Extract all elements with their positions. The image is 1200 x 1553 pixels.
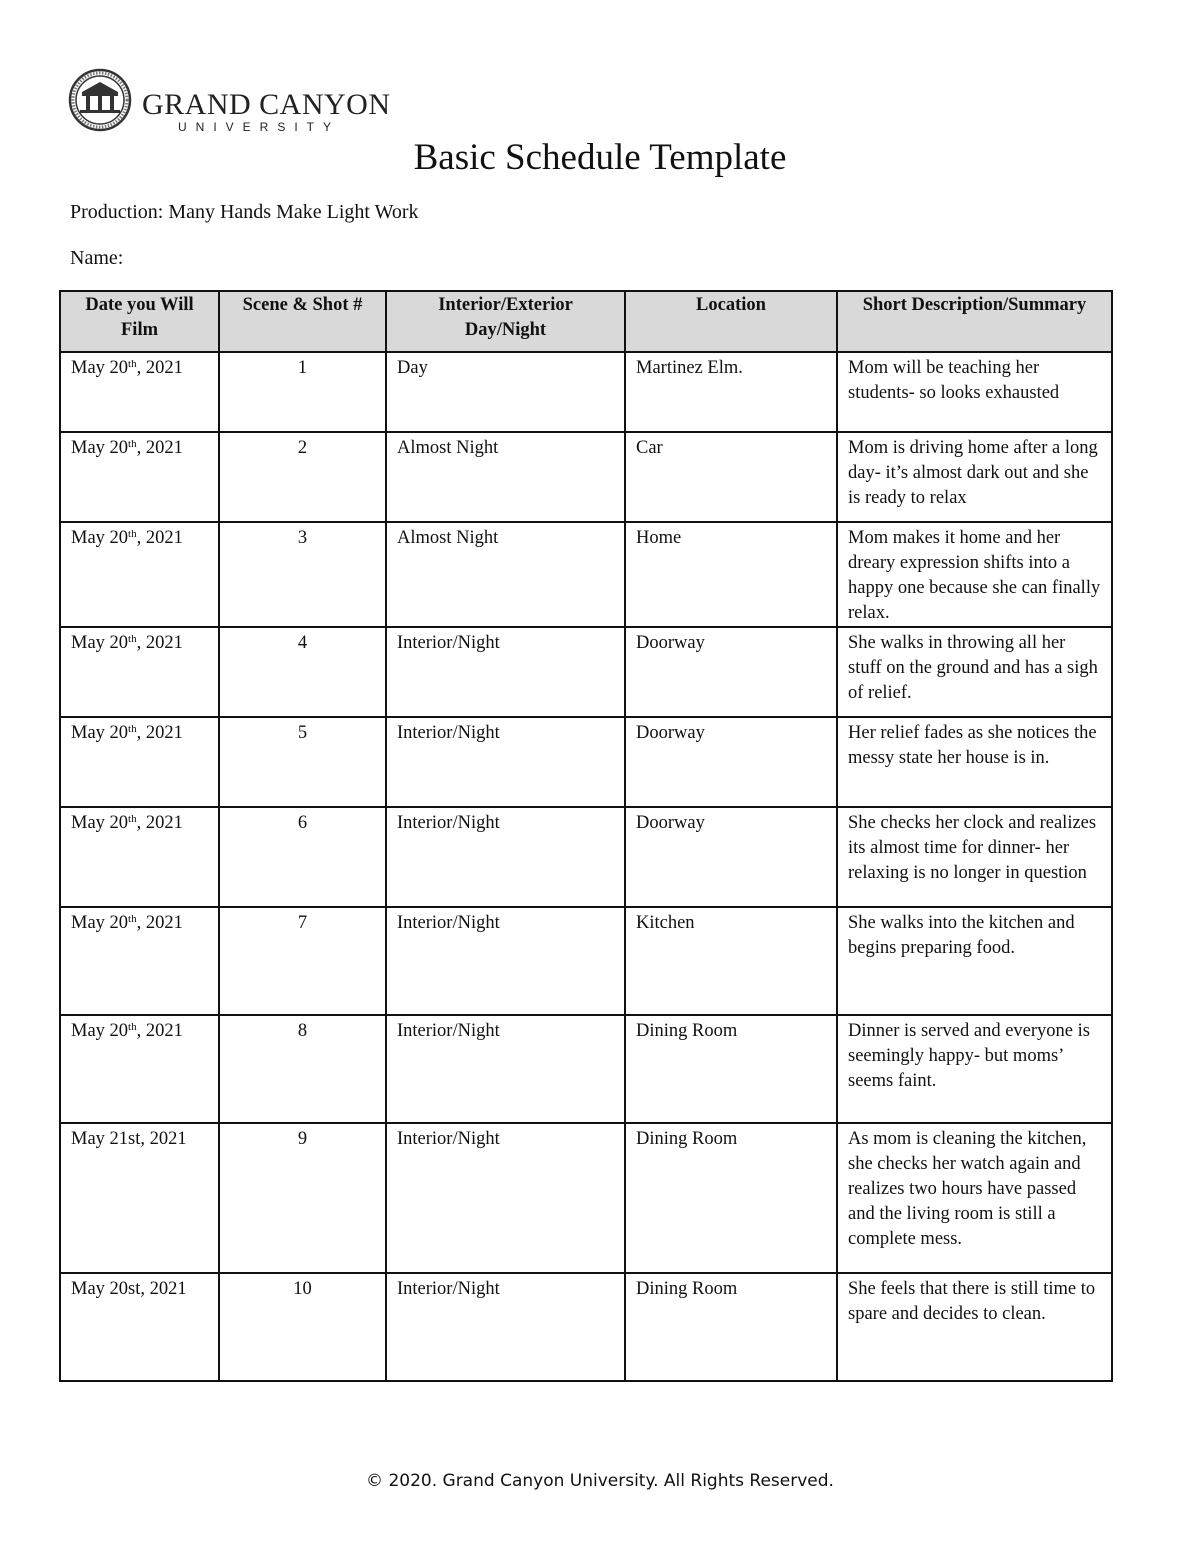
- cell-location: Doorway: [625, 717, 837, 807]
- cell-summary: Her relief fades as she notices the messy state her house is in.: [837, 717, 1112, 807]
- cell-location: Dining Room: [625, 1123, 837, 1273]
- header-scene-shot: Scene & Shot #: [219, 291, 386, 352]
- cell-summary: Mom will be teaching her students- so looks exhausted: [837, 352, 1112, 432]
- cell-shot: 10: [219, 1273, 386, 1381]
- cell-summary: She feels that there is still time to spare and decides to clean.: [837, 1273, 1112, 1381]
- cell-shot: 3: [219, 522, 386, 627]
- cell-summary: She checks her clock and realizes its almost time for dinner- her relaxing is no longer in question: [837, 807, 1112, 907]
- cell-summary: Dinner is served and everyone is seemingly happy- but moms’ seems faint.: [837, 1015, 1112, 1123]
- cell-location: Kitchen: [625, 907, 837, 1015]
- cell-setting: Interior/Night: [386, 907, 625, 1015]
- cell-setting: Almost Night: [386, 432, 625, 522]
- table-header-row: [60, 291, 1112, 352]
- cell-date: May 20th, 2021: [60, 352, 219, 432]
- production-line: Production: Many Hands Make Light Work: [70, 201, 419, 223]
- cell-location: Car: [625, 432, 837, 522]
- cell-date: May 20th, 2021: [60, 432, 219, 522]
- cell-summary: Mom is driving home after a long day- it’s almost dark out and she is ready to relax: [837, 432, 1112, 522]
- cell-setting: Interior/Night: [386, 1015, 625, 1123]
- header-interior-exterior: Interior/Exterior Day/Night: [386, 291, 625, 352]
- cell-location: Doorway: [625, 807, 837, 907]
- cell-location: Dining Room: [625, 1015, 837, 1123]
- table-row: [60, 522, 1112, 627]
- cell-setting: Day: [386, 352, 625, 432]
- table-row: [60, 432, 1112, 522]
- cell-date: May 20th, 2021: [60, 807, 219, 907]
- cell-setting: Almost Night: [386, 522, 625, 627]
- logo-subtitle: UNIVERSITY: [178, 120, 341, 134]
- cell-setting: Interior/Night: [386, 807, 625, 907]
- university-logo: [68, 68, 391, 138]
- cell-shot: 9: [219, 1123, 386, 1273]
- cell-setting: Interior/Night: [386, 627, 625, 717]
- cell-date: May 20th, 2021: [60, 717, 219, 807]
- cell-setting: Interior/Night: [386, 1123, 625, 1273]
- table-row: [60, 627, 1112, 717]
- cell-location: Martinez Elm.: [625, 352, 837, 432]
- cell-shot: 1: [219, 352, 386, 432]
- cell-date: May 20st, 2021: [60, 1273, 219, 1381]
- cell-shot: 5: [219, 717, 386, 807]
- table-row: [60, 352, 1112, 432]
- cell-shot: 4: [219, 627, 386, 717]
- logo-name: GRAND CANYON: [142, 88, 391, 121]
- table-row: [60, 717, 1112, 807]
- name-line: Name:: [70, 247, 124, 269]
- cell-shot: 8: [219, 1015, 386, 1123]
- header-date: Date you Will Film: [60, 291, 219, 352]
- table-row: [60, 807, 1112, 907]
- cell-summary: As mom is cleaning the kitchen, she checks her watch again and realizes two hours have passed and the living room is still a complete mess.: [837, 1123, 1112, 1273]
- cell-location: Doorway: [625, 627, 837, 717]
- cell-summary: She walks into the kitchen and begins preparing food.: [837, 907, 1112, 1015]
- header-location: Location: [625, 291, 837, 352]
- cell-date: May 20th, 2021: [60, 907, 219, 1015]
- university-seal-icon: [68, 68, 132, 132]
- table-row: [60, 1273, 1112, 1381]
- cell-date: May 20th, 2021: [60, 627, 219, 717]
- table-row: [60, 1123, 1112, 1273]
- page-title: Basic Schedule Template: [413, 137, 787, 178]
- cell-shot: 6: [219, 807, 386, 907]
- cell-setting: Interior/Night: [386, 1273, 625, 1381]
- cell-setting: Interior/Night: [386, 717, 625, 807]
- header-summary: Short Description/Summary: [837, 291, 1112, 352]
- cell-location: Home: [625, 522, 837, 627]
- cell-date: May 20th, 2021: [60, 522, 219, 627]
- cell-shot: 2: [219, 432, 386, 522]
- cell-summary: Mom makes it home and her dreary expression shifts into a happy one because she can finally relax.: [837, 522, 1112, 627]
- cell-location: Dining Room: [625, 1273, 837, 1381]
- copyright-footer: © 2020. Grand Canyon University. All Rights Reserved.: [366, 1471, 834, 1491]
- table-row: [60, 1015, 1112, 1123]
- cell-date: May 21st, 2021: [60, 1123, 219, 1273]
- table-row: [60, 907, 1112, 1015]
- cell-summary: She walks in throwing all her stuff on the ground and has a sigh of relief.: [837, 627, 1112, 717]
- cell-date: May 20th, 2021: [60, 1015, 219, 1123]
- schedule-table: [59, 290, 1113, 1382]
- cell-shot: 7: [219, 907, 386, 1015]
